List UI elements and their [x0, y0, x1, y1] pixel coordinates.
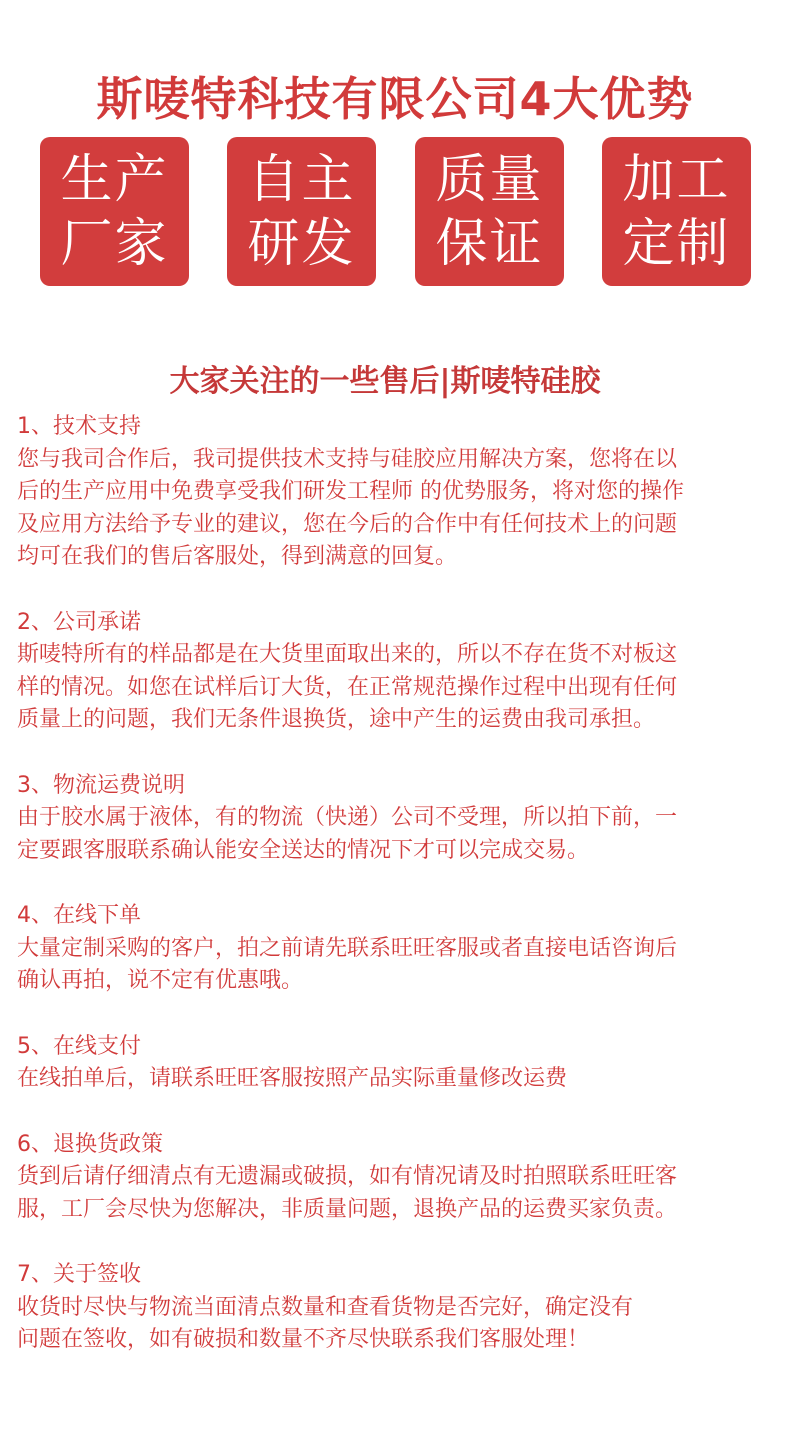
section-heading: 6、退换货政策	[17, 1131, 163, 1157]
after-sales-content	[17, 411, 779, 1390]
advantage-badges	[40, 137, 751, 286]
section-online-order	[17, 900, 779, 998]
advantage-badge-rnd	[227, 137, 376, 286]
section-line: 您与我司合作后，我司提供技术支持与硅胶应用解决方案，您将在以	[17, 446, 678, 472]
section-company-promise	[17, 607, 779, 737]
section-online-payment	[17, 1031, 779, 1096]
advantage-badge-custom	[602, 137, 751, 286]
section-line: 定要跟客服联系确认能安全送达的情况下才可以完成交易。	[17, 837, 590, 863]
section-line: 服，工厂会尽快为您解决，非质量问题，退换产品的运费买家负责。	[17, 1196, 678, 1222]
section-heading: 3、物流运费说明	[17, 772, 185, 798]
advantage-badge-line: 厂家	[60, 213, 169, 274]
section-line: 均可在我们的售后客服处，得到满意的回复。	[17, 544, 458, 569]
advantage-badge-line: 质量	[435, 149, 544, 210]
section-heading: 4、在线下单	[17, 903, 141, 928]
section-heading: 7、关于签收	[17, 1262, 141, 1287]
advantage-badge-line: 定制	[622, 213, 731, 274]
section-heading: 2、公司承诺	[17, 609, 141, 635]
section-line: 在线拍单后，请联系旺旺客服按照产品实际重量修改运费	[17, 1066, 568, 1091]
section-heading: 5、在线支付	[17, 1033, 141, 1059]
section-line: 收货时尽快与物流当面清点数量和查看货物是否完好，确定没有	[17, 1294, 634, 1320]
section-delivery-receipt	[17, 1259, 779, 1357]
section-tech-support	[17, 411, 779, 574]
section-line: 货到后请仔细清点有无遗漏或破损，如有情况请及时拍照联系旺旺客	[17, 1164, 678, 1189]
advantage-badge-quality	[415, 137, 564, 286]
section-shipping	[17, 770, 779, 868]
page-title: 斯唛特科技有限公司4大优势	[96, 71, 694, 126]
section-return-policy	[17, 1129, 779, 1227]
advantage-badge-line: 加工	[622, 149, 731, 210]
section-line: 问题在签收，如有破损和数量不齐尽快联系我们客服处理！	[17, 1327, 590, 1352]
section-line: 确认再拍，说不定有优惠哦。	[17, 968, 304, 993]
section-line: 由于胶水属于液体，有的物流（快递）公司不受理，所以拍下前，一	[17, 805, 678, 830]
section-line: 大量定制采购的客户，拍之前请先联系旺旺客服或者直接电话咨询后	[17, 935, 678, 961]
section-line: 后的生产应用中免费享受我们研发工程师 的优势服务，将对您的操作	[17, 479, 684, 504]
section-line: 质量上的问题，我们无条件退换货，途中产生的运费由我司承担。	[17, 707, 656, 732]
after-sales-subtitle: 大家关注的一些售后|斯唛特硅胶	[169, 363, 601, 399]
section-line: 样的情况。如您在试样后订大货，在正常规范操作过程中出现有任何	[17, 674, 678, 700]
section-line: 斯唛特所有的样品都是在大货里面取出来的，所以不存在货不对板这	[17, 642, 678, 667]
advantage-badge-line: 研发	[247, 213, 356, 274]
advantage-badge-manufacturer	[40, 137, 189, 286]
advantage-badge-line: 生产	[60, 149, 169, 210]
advantage-badge-line: 自主	[247, 149, 356, 210]
section-line: 及应用方法给予专业的建议，您在今后的合作中有任何技术上的问题	[17, 511, 678, 537]
advantage-badge-line: 保证	[435, 213, 544, 274]
section-heading: 1、技术支持	[17, 414, 141, 439]
